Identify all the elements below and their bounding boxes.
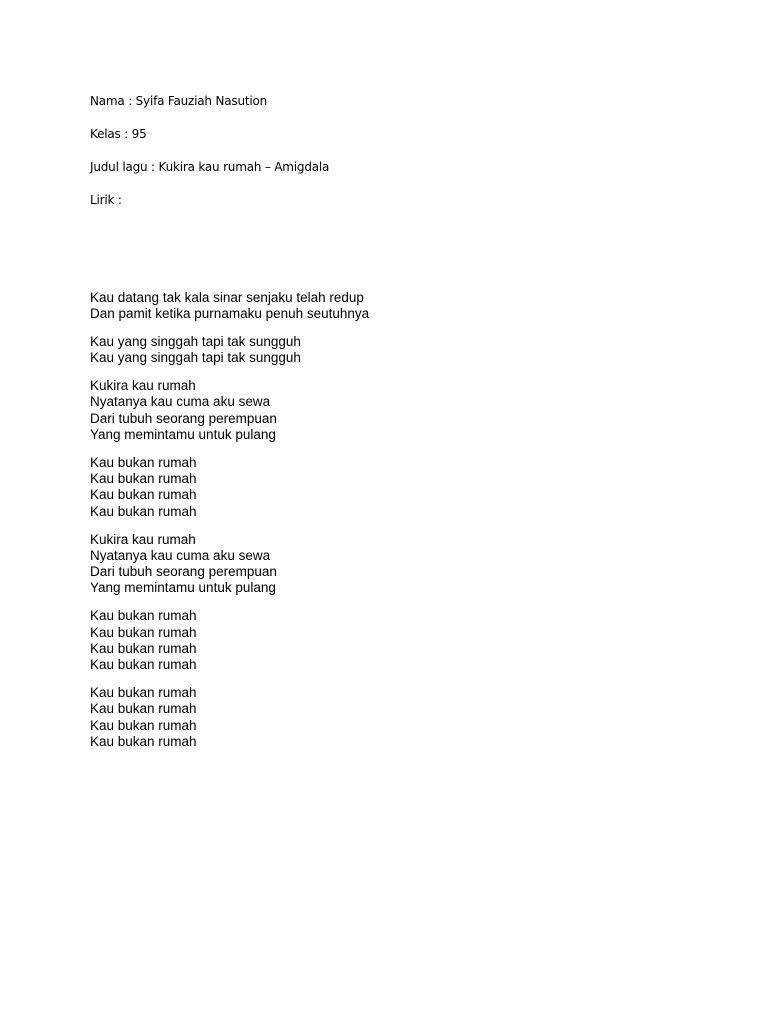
lyrics-stanza (90, 685, 369, 750)
lyric-line: Yang memintamu untuk pulang (90, 427, 276, 443)
lyric-line: Dari tubuh seorang perempuan (90, 410, 277, 426)
song-title: Judul lagu : Kukira kau rumah – Amigdala (90, 160, 330, 174)
student-class: Kelas : 95 (90, 127, 147, 141)
lyric-line: Kau bukan rumah (90, 657, 197, 673)
lyric-line: Kau bukan rumah (90, 701, 197, 717)
lyrics-body (90, 290, 369, 762)
lyric-line: Kau bukan rumah (90, 624, 197, 640)
lyric-line: Kau bukan rumah (90, 684, 197, 700)
lyric-line: Kukira kau rumah (90, 531, 196, 547)
lyric-line: Nyatanya kau cuma aku sewa (90, 547, 271, 563)
lyric-line: Dan pamit ketika purnamaku penuh seutuhnya (90, 306, 370, 322)
lyric-line: Kau bukan rumah (90, 454, 197, 470)
lyric-line: Kau bukan rumah (90, 471, 197, 487)
lyric-line: Kau yang singgah tapi tak sungguh (90, 350, 301, 366)
lyric-line: Kau bukan rumah (90, 733, 197, 749)
lyric-line: Kau bukan rumah (90, 640, 197, 656)
lyric-line: Dari tubuh seorang perempuan (90, 564, 277, 580)
document-header (90, 93, 329, 225)
lyrics-stanza (90, 455, 369, 520)
lyric-line: Kau bukan rumah (90, 487, 197, 503)
lyrics-stanza (90, 608, 369, 673)
lyrics-stanza (90, 334, 369, 367)
lyric-line: Kau yang singgah tapi tak sungguh (90, 334, 301, 350)
lyric-line: Kukira kau rumah (90, 378, 196, 394)
lyric-line: Kau bukan rumah (90, 608, 197, 624)
lyric-line: Yang memintamu untuk pulang (90, 580, 276, 596)
lyric-line: Nyatanya kau cuma aku sewa (90, 394, 271, 410)
lyrics-stanza (90, 290, 369, 323)
lyric-line: Kau datang tak kala sinar senjaku telah redup (90, 290, 364, 305)
lyrics-stanza (90, 378, 369, 443)
student-name: Nama : Syifa Fauziah Nasution (90, 94, 268, 108)
lyrics-stanza (90, 532, 369, 597)
lyric-line: Kau bukan rumah (90, 717, 197, 733)
lyric-line: Kau bukan rumah (90, 503, 197, 519)
lyrics-label: Lirik : (90, 193, 122, 207)
